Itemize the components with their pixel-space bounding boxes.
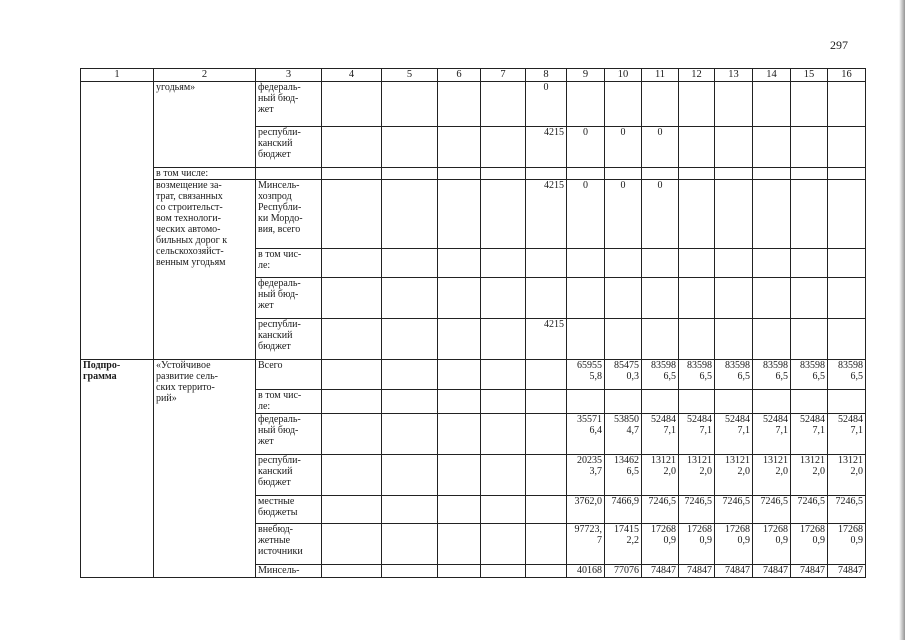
table-cell: [382, 82, 438, 127]
table-cell: [605, 82, 642, 127]
table-cell: 17268 0,9: [715, 524, 753, 565]
table-cell: [322, 180, 382, 249]
table-cell: 7246,5: [791, 496, 828, 524]
table-cell: внебюд- жетные источники: [256, 524, 322, 565]
table-cell: 0: [605, 127, 642, 168]
table-cell: [753, 180, 791, 249]
table-cell: [81, 82, 154, 360]
table-cell: 7246,5: [642, 496, 679, 524]
table-cell: 17268 0,9: [679, 524, 715, 565]
table-cell: [382, 524, 438, 565]
table-cell: 35571 6,4: [567, 414, 605, 455]
table-cell: угодьям»: [154, 82, 256, 168]
col-header: 5: [382, 69, 438, 82]
table-cell: 74847: [791, 565, 828, 578]
table-cell: [481, 278, 526, 319]
table-cell: 53850 4,7: [605, 414, 642, 455]
table-cell: [791, 249, 828, 278]
table-cell: [642, 82, 679, 127]
table-cell: [753, 168, 791, 180]
table-cell: [322, 496, 382, 524]
table-cell: [382, 455, 438, 496]
table-cell: [679, 180, 715, 249]
table-cell: [322, 565, 382, 578]
table-cell: [567, 168, 605, 180]
table-cell: [322, 455, 382, 496]
table-cell: [438, 496, 481, 524]
table-cell: [438, 390, 481, 414]
table-cell: [438, 168, 481, 180]
table-cell: федераль- ный бюд- жет: [256, 414, 322, 455]
table-cell: [382, 360, 438, 390]
table-cell: федераль- ный бюд- жет: [256, 278, 322, 319]
table-cell: [828, 127, 866, 168]
table-cell: 13121 2,0: [715, 455, 753, 496]
table-cell: [715, 249, 753, 278]
header-row: [81, 69, 866, 82]
table-cell: [438, 524, 481, 565]
col-header: 6: [438, 69, 481, 82]
table-cell: 7246,5: [753, 496, 791, 524]
page-number: 297: [830, 38, 848, 52]
table-cell: 74847: [642, 565, 679, 578]
table-cell: федераль- ный бюд- жет: [256, 82, 322, 127]
table-cell: 17268 0,9: [791, 524, 828, 565]
table-cell: [382, 414, 438, 455]
table-cell: [605, 278, 642, 319]
table-cell: [567, 319, 605, 360]
col-header: 1: [81, 69, 154, 82]
table-cell: [715, 127, 753, 168]
table-cell: 17268 0,9: [753, 524, 791, 565]
table-row: [81, 180, 866, 249]
table-cell: [828, 390, 866, 414]
scan-edge-shadow: [899, 0, 905, 640]
col-header: 9: [567, 69, 605, 82]
table-row: [81, 360, 866, 390]
col-header: 8: [526, 69, 567, 82]
table-cell: [382, 180, 438, 249]
table-cell: [481, 180, 526, 249]
table-cell: 83598 6,5: [715, 360, 753, 390]
table-cell: [322, 524, 382, 565]
table-cell: 97723, 7: [567, 524, 605, 565]
table-cell: [605, 168, 642, 180]
col-header: 4: [322, 69, 382, 82]
table-cell: 13121 2,0: [791, 455, 828, 496]
table-cell: [679, 278, 715, 319]
table-cell: [322, 278, 382, 319]
table-cell: [526, 524, 567, 565]
table-cell: 3762,0: [567, 496, 605, 524]
table-cell: [481, 360, 526, 390]
table-cell: 85475 0,3: [605, 360, 642, 390]
table-cell: 83598 6,5: [679, 360, 715, 390]
table-cell: [481, 127, 526, 168]
table-cell: [481, 249, 526, 278]
col-header: 7: [481, 69, 526, 82]
table-cell: [322, 127, 382, 168]
table-cell: 52484 7,1: [791, 414, 828, 455]
table-cell: [322, 82, 382, 127]
subprogram-title: «Устойчивое развитие сель- ских террито- рий»: [154, 360, 256, 578]
table-cell: Всего: [256, 360, 322, 390]
table-cell: [605, 390, 642, 414]
table-cell: [791, 127, 828, 168]
table-cell: 7246,5: [679, 496, 715, 524]
table-cell: 52484 7,1: [679, 414, 715, 455]
table-cell: [753, 82, 791, 127]
table-cell: в том чис- ле:: [256, 249, 322, 278]
table-cell: [382, 496, 438, 524]
table-cell: [481, 168, 526, 180]
table-cell: Минсель- хозпрод Республи- ки Мордо- вия, всего: [256, 180, 322, 249]
table-cell: 83598 6,5: [791, 360, 828, 390]
table-cell: [679, 127, 715, 168]
table-cell: 83598 6,5: [828, 360, 866, 390]
table-cell: 74847: [715, 565, 753, 578]
table-cell: [642, 168, 679, 180]
table-cell: [828, 278, 866, 319]
table-cell: [438, 180, 481, 249]
table-cell: [828, 249, 866, 278]
table-cell: [715, 82, 753, 127]
col-header: 12: [679, 69, 715, 82]
table-cell: 13121 2,0: [828, 455, 866, 496]
col-header: 3: [256, 69, 322, 82]
table-cell: [828, 82, 866, 127]
table-cell: [753, 127, 791, 168]
table-cell: 17415 2,2: [605, 524, 642, 565]
table-cell: [526, 455, 567, 496]
table-cell: 7246,5: [828, 496, 866, 524]
table-cell: 0: [567, 127, 605, 168]
col-header: 13: [715, 69, 753, 82]
col-header: 16: [828, 69, 866, 82]
table-cell: [382, 565, 438, 578]
table-cell: [791, 82, 828, 127]
table-cell: [382, 390, 438, 414]
budget-table: [80, 68, 866, 578]
table-cell: [438, 127, 481, 168]
table-cell: [791, 390, 828, 414]
table-cell: [322, 319, 382, 360]
table-cell: [481, 455, 526, 496]
table-cell: [642, 249, 679, 278]
table-cell: [382, 278, 438, 319]
table-cell: [438, 82, 481, 127]
table-cell: [828, 319, 866, 360]
table-cell: 13121 2,0: [679, 455, 715, 496]
table-cell: 83598 6,5: [753, 360, 791, 390]
table-cell: республи- канский бюджет: [256, 127, 322, 168]
table-cell: [679, 82, 715, 127]
table-cell: республи- канский бюджет: [256, 455, 322, 496]
table-cell: [481, 524, 526, 565]
table-cell: [642, 319, 679, 360]
table-row: [81, 168, 866, 180]
table-cell: местные бюджеты: [256, 496, 322, 524]
table-cell: 65955 5,8: [567, 360, 605, 390]
table-cell: 74847: [828, 565, 866, 578]
table-cell: республи- канский бюджет: [256, 319, 322, 360]
table-cell: [715, 180, 753, 249]
table-cell: [481, 390, 526, 414]
table-cell: [791, 319, 828, 360]
table-cell: [753, 319, 791, 360]
table-cell: [679, 319, 715, 360]
table-cell: 13121 2,0: [753, 455, 791, 496]
table-cell: 74847: [753, 565, 791, 578]
table-cell: 52484 7,1: [642, 414, 679, 455]
table-cell: 0: [642, 127, 679, 168]
table-cell: [438, 249, 481, 278]
table-cell: 7466,9: [605, 496, 642, 524]
table-cell: 0: [642, 180, 679, 249]
table-cell: 52484 7,1: [753, 414, 791, 455]
table-cell: [481, 565, 526, 578]
table-cell: 4215: [526, 319, 567, 360]
table-cell: [791, 168, 828, 180]
table-cell: [753, 249, 791, 278]
table-cell: [715, 319, 753, 360]
col-header: 11: [642, 69, 679, 82]
table-cell: [526, 168, 567, 180]
table-cell: [679, 249, 715, 278]
table-cell: [642, 278, 679, 319]
table-cell: 77076: [605, 565, 642, 578]
table-row: [81, 82, 866, 127]
table-cell: [526, 360, 567, 390]
table-cell: [322, 360, 382, 390]
table-cell: в том числе:: [154, 168, 256, 180]
table-cell: 0: [605, 180, 642, 249]
table-cell: 52484 7,1: [828, 414, 866, 455]
table-cell: [828, 180, 866, 249]
table-cell: [481, 82, 526, 127]
table-cell: [715, 278, 753, 319]
table-cell: 20235 3,7: [567, 455, 605, 496]
table-cell: 7246,5: [715, 496, 753, 524]
table-cell: [438, 455, 481, 496]
table-cell: [605, 319, 642, 360]
table-cell: [438, 565, 481, 578]
table-cell: 74847: [679, 565, 715, 578]
table-cell: [438, 414, 481, 455]
table-cell: [567, 82, 605, 127]
table-cell: 83598 6,5: [642, 360, 679, 390]
table-cell: [605, 249, 642, 278]
table-cell: [481, 319, 526, 360]
col-header: 2: [154, 69, 256, 82]
table-cell: [715, 390, 753, 414]
table-cell: [567, 390, 605, 414]
col-header: 15: [791, 69, 828, 82]
table-cell: [753, 390, 791, 414]
table-cell: [438, 319, 481, 360]
table-cell: 4215: [526, 127, 567, 168]
table-cell: [791, 180, 828, 249]
table-cell: возмещение за- трат, связанных со строительст- вом технологи- ческих автомо- бильных дорог к сельскохозяйст- венным угодьям: [154, 180, 256, 360]
table-cell: [382, 168, 438, 180]
table-cell: [828, 168, 866, 180]
table-cell: [322, 168, 382, 180]
table-cell: [526, 496, 567, 524]
subprogram-label: Подпро- грамма: [81, 360, 154, 578]
table-cell: [382, 249, 438, 278]
table-cell: [526, 414, 567, 455]
table-cell: 40168: [567, 565, 605, 578]
table-cell: [791, 278, 828, 319]
table-cell: [679, 390, 715, 414]
table-cell: [753, 278, 791, 319]
table-cell: [679, 168, 715, 180]
table-cell: [322, 390, 382, 414]
table-cell: [382, 127, 438, 168]
table-cell: [481, 414, 526, 455]
table-cell: [438, 278, 481, 319]
table-cell: 17268 0,9: [828, 524, 866, 565]
table-cell: 13121 2,0: [642, 455, 679, 496]
table-cell: [322, 414, 382, 455]
table-cell: [642, 390, 679, 414]
table-cell: 0: [567, 180, 605, 249]
table-cell: [438, 360, 481, 390]
table-cell: 17268 0,9: [642, 524, 679, 565]
table-cell: [322, 249, 382, 278]
table-cell: [526, 565, 567, 578]
table-cell: [382, 319, 438, 360]
table-cell: 0: [526, 82, 567, 127]
table-cell: [526, 278, 567, 319]
col-header: 14: [753, 69, 791, 82]
table-cell: 52484 7,1: [715, 414, 753, 455]
col-header: 10: [605, 69, 642, 82]
table-cell: [715, 168, 753, 180]
table-cell: Минсель-: [256, 565, 322, 578]
table-cell: [526, 249, 567, 278]
table-cell: 4215: [526, 180, 567, 249]
table-cell: [256, 168, 322, 180]
table-cell: [567, 278, 605, 319]
table-cell: [567, 249, 605, 278]
table-cell: 13462 6,5: [605, 455, 642, 496]
table-cell: в том чис- ле:: [256, 390, 322, 414]
table-cell: [526, 390, 567, 414]
table-cell: [481, 496, 526, 524]
